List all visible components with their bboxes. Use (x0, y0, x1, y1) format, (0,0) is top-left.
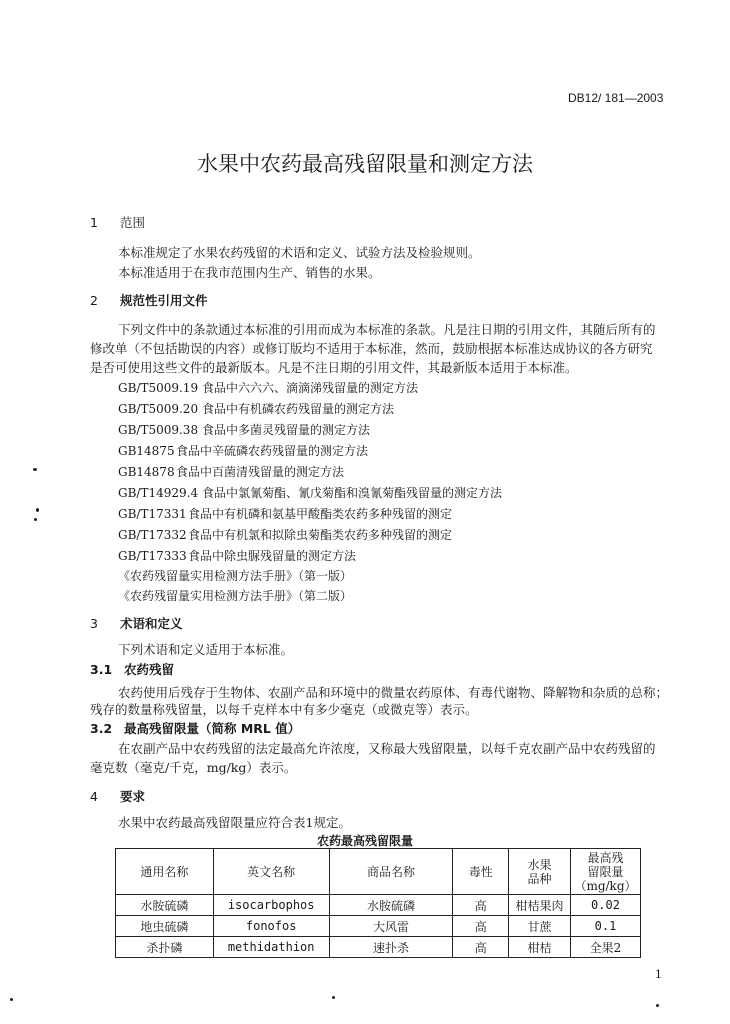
table-cell: 甘蔗 (509, 916, 571, 937)
section-number: 3 (90, 616, 98, 631)
scan-speck (332, 996, 335, 999)
reference-title: 食品中有机磷农药残留量的测定方法 (202, 402, 395, 416)
table-cell: 0.02 (570, 895, 640, 916)
reference-item (118, 587, 352, 604)
table-cell: 水胺硫磷 (329, 895, 453, 916)
table-header-row (116, 849, 641, 895)
column-header: 英文名称 (213, 849, 329, 895)
reference-item (118, 379, 418, 396)
scan-speck (34, 518, 37, 521)
subsection-3-2-heading (90, 719, 300, 737)
reference-item (118, 463, 344, 480)
reference-item (118, 484, 502, 501)
subsection-3-1-line: 残存的数量称残留量，以每千克样本中有多少毫克（或微克等）表示。 (90, 702, 478, 717)
table-cell: isocarbophos (213, 895, 329, 916)
section-name: 要求 (120, 789, 146, 804)
table-cell: 杀扑磷 (116, 937, 214, 958)
reference-code: GB/T5009.20 (118, 402, 199, 416)
column-header: 商品名称 (329, 849, 453, 895)
column-header: 最高残 留限量 （mg/kg） (570, 849, 640, 895)
reference-title: 食品中六六六、滴滴涕残留量的测定方法 (202, 381, 419, 395)
section-1-line: 本标准适用于在我市范围内生产、销售的水果。 (118, 265, 381, 280)
scan-speck (656, 1004, 659, 1007)
subsection-3-2-line: 在农副产品中农药残留的法定最高允许浓度，又称最大残留限量，以每千克农副产品中农药残留的 (118, 741, 656, 756)
scan-speck (36, 508, 39, 512)
reference-title: 食品中有机氯和拟除虫菊酯类农药多种残留的测定 (188, 528, 453, 542)
reference-code: GB/T14929.4 (118, 486, 199, 500)
reference-code: GB14875 (118, 444, 175, 458)
reference-title: 《农药残留量实用检测方法手册》（第二版） (118, 589, 353, 603)
table-cell: methidathion (213, 937, 329, 958)
table-cell: 柑桔 (509, 937, 571, 958)
residue-limit-table (115, 848, 641, 958)
reference-code: GB/T17333 (118, 549, 187, 563)
section-3-heading (90, 614, 183, 632)
reference-code: GB14878 (118, 465, 175, 479)
subsection-number: 3.2 (90, 721, 113, 736)
reference-title: 食品中辛硫磷农药残留量的测定方法 (176, 444, 369, 458)
column-header: 通用名称 (116, 849, 214, 895)
section-name: 术语和定义 (120, 616, 183, 631)
table-caption: 农药最高残留限量 (316, 834, 413, 848)
column-header: 毒性 (453, 849, 509, 895)
table-cell: 高 (453, 895, 509, 916)
standard-number: DB12/ 181—2003 (568, 91, 664, 105)
reference-code: GB/T17331 (118, 507, 187, 521)
reference-title: 食品中有机磷和氨基甲酸酯类农药多种残留的测定 (188, 507, 453, 521)
reference-item (118, 526, 452, 543)
subsection-3-1-line: 农药使用后残存于生物体、农副产品和环境中的微量农药原体、有毒代谢物、降解物和杂质的总称； (118, 685, 669, 700)
subsection-3-1-heading (90, 660, 174, 678)
table-cell: 速扑杀 (329, 937, 453, 958)
reference-item (118, 547, 356, 564)
section-3-intro: 下列术语和定义适用于本标准。 (118, 642, 294, 657)
document-title: 水果中农药最高残留限量和测定方法 (197, 152, 533, 176)
subsection-name: 农药残留 (124, 662, 175, 677)
reference-code: GB/T5009.19 (118, 381, 199, 395)
section-2-line: 下列文件中的条款通过本标准的引用而成为本标准的条款。凡是注日期的引用文件，其随后所有的 (118, 322, 656, 337)
column-header: 水果 品种 (509, 849, 571, 895)
reference-item (118, 567, 352, 584)
section-number: 4 (90, 789, 98, 804)
section-1-line: 本标准规定了水果农药残留的术语和定义、试验方法及检验规则。 (118, 245, 481, 260)
table-cell: 全果2 (570, 937, 640, 958)
reference-title: 食品中百菌清残留量的测定方法 (176, 465, 345, 479)
table-row (116, 916, 641, 937)
section-name: 范围 (120, 215, 146, 230)
reference-item (118, 400, 394, 417)
reference-title: 食品中除虫脲残留量的测定方法 (188, 549, 357, 563)
subsection-3-2-line: 毫克数（毫克/千克，mg/kg）表示。 (90, 760, 297, 775)
reference-item (118, 442, 368, 459)
reference-code: GB/T17332 (118, 528, 187, 542)
scan-speck (33, 468, 37, 471)
section-number: 2 (90, 293, 98, 308)
section-2-heading (90, 291, 208, 309)
reference-code: GB/T5009.38 (118, 423, 199, 437)
section-name: 规范性引用文件 (120, 293, 208, 308)
table-cell: 柑桔果肉 (509, 895, 571, 916)
table-cell: 0.1 (570, 916, 640, 937)
table-row (116, 895, 641, 916)
scan-speck (10, 998, 13, 1001)
subsection-name: 最高残留限量（简称 MRL 值） (124, 721, 301, 736)
section-number: 1 (90, 215, 98, 230)
reference-title: 食品中氯氰菊酯、氰戊菊酯和溴氰菊酯残留量的测定方法 (202, 486, 503, 500)
page-number: 1 (655, 968, 662, 981)
section-2-line: 是否可使用这些文件的最新版本。凡是不注日期的引用文件，其最新版本适用于本标准。 (90, 360, 578, 375)
subsection-number: 3.1 (90, 662, 113, 677)
table-cell: 大风雷 (329, 916, 453, 937)
section-1-heading (90, 213, 145, 231)
reference-title: 《农药残留量实用检测方法手册》（第一版） (118, 569, 353, 583)
reference-title: 食品中多菌灵残留量的测定方法 (202, 423, 371, 437)
section-2-line: 修改单（不包括勘误的内容）或修订版均不适用于本标准，然而，鼓励根据本标准达成协议的各方研究 (90, 341, 653, 356)
table-cell: 地虫硫磷 (116, 916, 214, 937)
table-cell: 高 (453, 937, 509, 958)
table-row (116, 937, 641, 958)
section-4-intro: 水果中农药最高残留限量应符合表1规定。 (118, 815, 351, 830)
reference-item (118, 421, 370, 438)
reference-item (118, 505, 452, 522)
table-cell: 水胺硫磷 (116, 895, 214, 916)
section-4-heading (90, 787, 145, 805)
table-cell: 高 (453, 916, 509, 937)
table-cell: fonofos (213, 916, 329, 937)
